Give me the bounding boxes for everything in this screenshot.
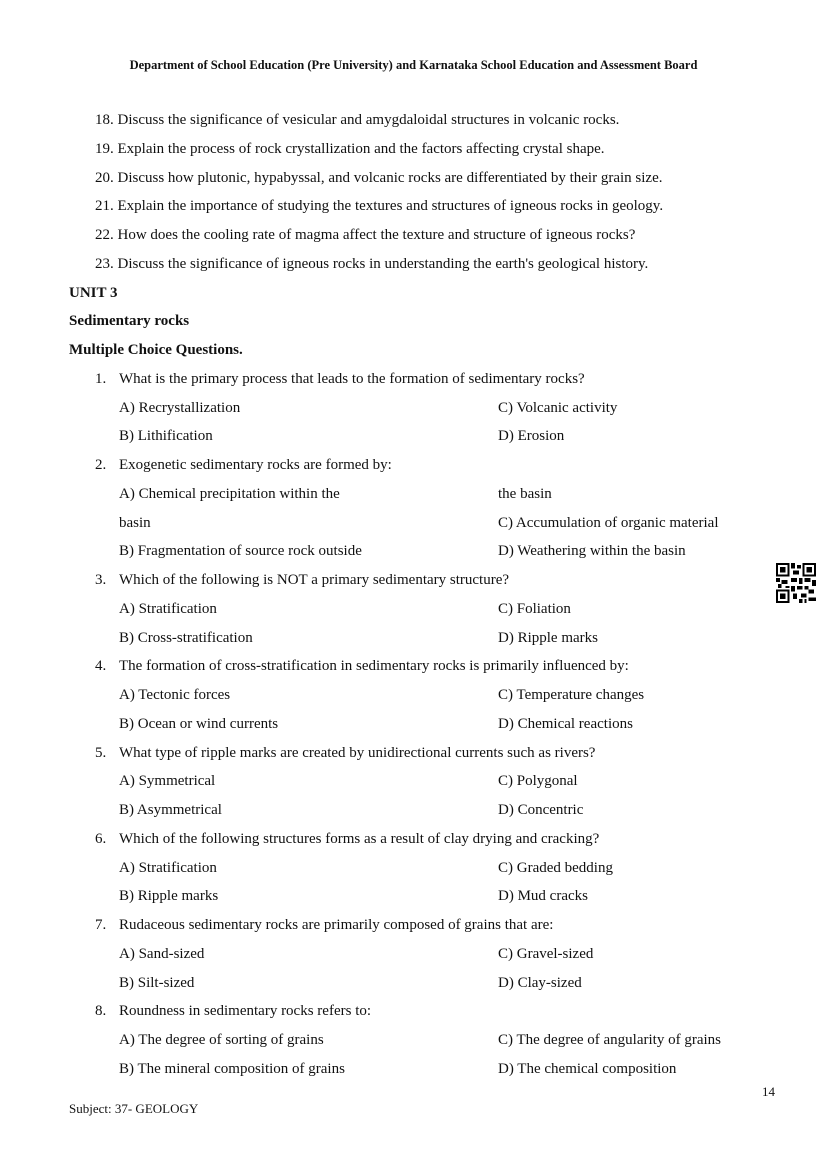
option-row — [0, 882, 827, 911]
option-right: D) Concentric — [498, 802, 584, 818]
mcq-question — [0, 566, 827, 595]
option-left: B) Asymmetrical — [119, 802, 222, 818]
question-item: 18. Discuss the significance of vesicular and amygdaloidal structures in volcanic rocks. — [95, 112, 620, 128]
option-row — [0, 1026, 827, 1055]
option-right: C) Polygonal — [498, 773, 578, 790]
option-right: C) Temperature changes — [498, 687, 645, 703]
option-left: basin — [119, 514, 151, 531]
option-left: B) Cross-stratification — [119, 629, 253, 646]
option-row — [0, 1055, 827, 1084]
option-right: C) Volcanic activity — [498, 399, 618, 416]
option-right: C) Gravel-sized — [498, 945, 594, 962]
option-row — [0, 796, 827, 825]
option-left: B) Lithification — [119, 428, 213, 445]
question-number: 3. — [95, 572, 107, 588]
option-left: A) Chemical precipitation within the — [119, 485, 340, 502]
option-right: D) Erosion — [498, 428, 565, 445]
option-left: A) Tectonic forces — [119, 687, 231, 703]
option-right: C) Foliation — [498, 600, 571, 617]
qr-code-icon[interactable] — [776, 563, 816, 603]
page-content — [0, 106, 827, 1084]
mcq-question — [0, 825, 827, 854]
question-text: What type of ripple marks are created by unidirectional currents such as rivers? — [119, 744, 596, 761]
page-number: 14 — [762, 1084, 775, 1099]
question-number: 1. — [95, 370, 107, 387]
option-left: A) Symmetrical — [119, 773, 216, 790]
option-row — [0, 480, 827, 509]
question-text: Which of the following is NOT a primary sedimentary structure? — [119, 572, 510, 588]
question-number: 7. — [95, 917, 107, 933]
option-row — [0, 394, 827, 423]
option-row — [0, 681, 827, 710]
option-row — [0, 940, 827, 969]
option-row — [0, 509, 827, 538]
mcq-heading: Multiple Choice Questions. — [69, 342, 243, 358]
option-right: D) Clay-sized — [498, 974, 582, 991]
mcq-question — [0, 997, 827, 1026]
mcq-question — [0, 652, 827, 681]
option-row — [0, 767, 827, 796]
mcq-question — [0, 739, 827, 768]
option-right: D) The chemical composition — [498, 1060, 677, 1077]
option-row — [0, 854, 827, 883]
option-left: A) Sand-sized — [119, 945, 205, 962]
option-row — [0, 624, 827, 653]
question-text: What is the primary process that leads to the formation of sedimentary rocks? — [119, 370, 585, 387]
option-right: D) Weathering within the basin — [498, 543, 686, 560]
question-number: 5. — [95, 744, 107, 761]
question-item: 21. Explain the importance of studying the textures and structures of igneous rocks in geology. — [95, 198, 664, 215]
question-text: Exogenetic sedimentary rocks are formed by: — [119, 457, 392, 473]
question-text: The formation of cross-stratification in sedimentary rocks is primarily influenced by: — [119, 658, 629, 675]
option-row — [0, 537, 827, 566]
question-number: 4. — [95, 658, 107, 675]
option-right: C) Accumulation of organic material — [498, 514, 719, 531]
question-item: 22. How does the cooling rate of magma affect the texture and structure of igneous rocks? — [95, 227, 636, 243]
option-row — [0, 710, 827, 739]
mcq-question — [0, 911, 827, 940]
option-left: A) The degree of sorting of grains — [119, 1032, 324, 1048]
section-title: Sedimentary rocks — [69, 313, 190, 330]
option-left: A) Recrystallization — [119, 399, 241, 416]
subject-footer: Subject: 37- GEOLOGY — [69, 1101, 199, 1116]
question-number: 6. — [95, 830, 107, 847]
option-row — [0, 595, 827, 624]
option-right: D) Chemical reactions — [498, 715, 633, 732]
question-text: Rudaceous sedimentary rocks are primarily composed of grains that are: — [119, 917, 554, 933]
question-item: 19. Explain the process of rock crystallization and the factors affecting crystal shape. — [95, 140, 605, 157]
document-header: Department of School Education (Pre University) and Karnataka School Education and Assessment Board — [129, 58, 698, 72]
question-text: Roundness in sedimentary rocks refers to: — [119, 1003, 372, 1020]
unit-title: UNIT 3 — [69, 284, 118, 301]
option-row — [0, 969, 827, 998]
option-left: B) Silt-sized — [119, 974, 195, 991]
option-left: B) Fragmentation of source rock outside — [119, 543, 362, 560]
option-left: B) Ocean or wind currents — [119, 715, 279, 732]
option-right: D) Ripple marks — [498, 629, 598, 646]
option-right: the basin — [498, 485, 552, 502]
option-row — [0, 422, 827, 451]
option-left: A) Stratification — [119, 600, 217, 617]
option-right: C) Graded bedding — [498, 859, 613, 876]
question-number: 8. — [95, 1003, 107, 1020]
mcq-question — [0, 365, 827, 394]
option-right: D) Mud cracks — [498, 888, 588, 905]
question-number: 2. — [95, 457, 107, 473]
question-item: 23. Discuss the significance of igneous rocks in understanding the earth's geological history. — [95, 255, 649, 272]
question-text: Which of the following structures forms as a result of clay drying and cracking? — [119, 830, 600, 847]
option-right: C) The degree of angularity of grains — [498, 1032, 721, 1048]
option-left: B) The mineral composition of grains — [119, 1060, 345, 1077]
mcq-question — [0, 451, 827, 480]
option-left: B) Ripple marks — [119, 888, 219, 905]
option-left: A) Stratification — [119, 859, 217, 876]
question-item: 20. Discuss how plutonic, hypabyssal, and volcanic rocks are differentiated by their grain size. — [95, 169, 663, 186]
